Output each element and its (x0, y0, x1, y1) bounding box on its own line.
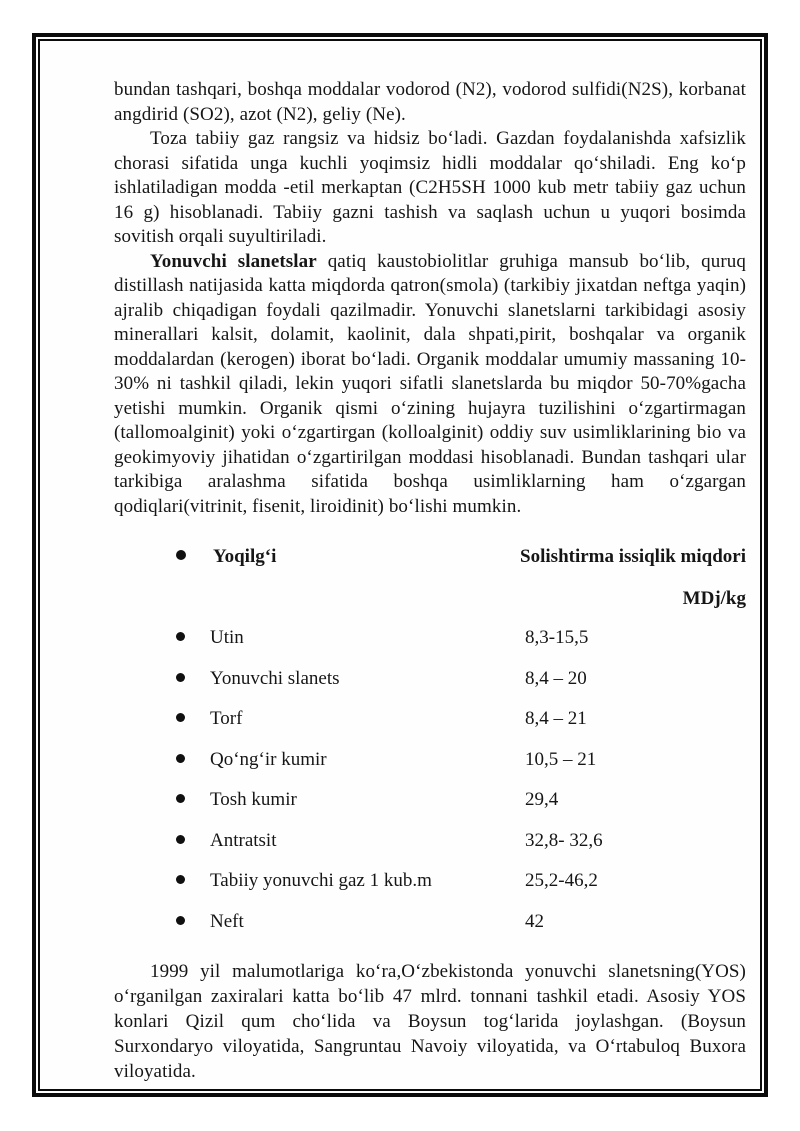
fuel-value: 29,4 (525, 789, 559, 810)
paragraph-natural-gas: Toza tabiiy gaz rangsiz va hidsiz bo‘ladi. Gazdan foydalanishda xafsizlik chorasi sifatida unga kuchli yoqimsiz hidli moddalar qo‘shiladi. Eng ko‘p ishlatiladigan modda -etil merkaptan (C2H5SH 1000 kub metr tabiiy gaz uchun 16 g) hisoblanadi. Tabiiy gazni tashish va saqlash uchun u yuqori bosimda sovitish orqali suyultiriladi. (114, 128, 746, 247)
bullet-icon (176, 875, 185, 884)
fuel-name: Tabiiy yonuvchi gaz 1 kub.m (210, 870, 432, 891)
fuel-value: 8,4 – 20 (525, 667, 587, 689)
fuel-value: 42 (525, 910, 544, 932)
fuel-name: Qo‘ng‘ir kumir (210, 748, 327, 770)
bullet-icon (176, 673, 185, 682)
fuel-value: 8,4 – 21 (525, 708, 587, 729)
paragraph-body-text: qatiq kaustobiolitlar gruhiga mansub bo‘lib, quruq distillash natijasida katta miqdorda qatron(smola) (tarkibiy jixatdan neftga yaqin) ajralib chiqadigan foydali qazilmadir. Yonuvchi slanetslarni tarkibidagi asosiy minerallari kalsit, dolamit, kaolinit, dala shpati,pirit, boshqalar va organik moddalardan (kerogen) iborat bo‘ladi. Organik moddalar umumiy massaning 10-30% ni tashkil qiladi, lekin yuqori sifatli slanetslarda bu miqdor 50-70%gacha yetishi mumkin. Organik qismi o‘zining hujayra tuzilishini o‘zgartirmagan (tallomoalginit) yoki o‘zgartirgan (kolloalginit) oddiy suv usimliklarining bio va geokimyoviy jihatidan o‘zgartirilgan moddasi hisoblanadi. Bundan tashqari ular tarkibiga aralashma sifatida boshqa usimliklarning ham o‘zgargan qodiqlari(vitrinit, fisenit, liroidinit) bo‘lishi mumkin. (114, 250, 746, 517)
fuel-name: Tosh kumir (210, 789, 297, 810)
fuel-list-item-utin (114, 627, 746, 668)
bullet-icon (176, 754, 185, 763)
unit-label: MDj/kg (682, 588, 746, 609)
paragraph-gas-components: bundan tashqari, boshqa moddalar vodorod (N2), vodorod sulfidi(N2S), korbanat angdirid (SO2), azot (N2), geliy (Ne). (114, 79, 746, 125)
fuel-value: 10,5 – 21 (525, 748, 597, 770)
paragraph-reserves: 1999 yil malumotlariga ko‘ra,O‘zbekistonda yonuvchi slanetsning(YOS) o‘rganilgan zaxiralari katta bo‘lib 47 mlrd. tonnani tashkil etadi. Asosiy YOS konlari Qizil qum cho‘lida va Boysun tog‘larida joylashgan. (Boysun Surxondaryo viloyatida, Sangruntau Navoiy viloyatida, va O‘rtabuloq Buxora viloyatida. (114, 961, 746, 1082)
bullet-icon (176, 713, 185, 722)
fuel-list-item-tabiiy-gaz (114, 870, 746, 911)
paragraph-lead-bold: Yonuvchi slanetslar (150, 250, 317, 272)
bullet-icon (176, 632, 185, 641)
fuel-value: 25,2-46,2 (525, 870, 598, 891)
fuel-list-item-tosh-kumir (114, 789, 746, 830)
page-border-inner (38, 39, 762, 1091)
fuel-column-header: Yoqilg‘i (213, 546, 277, 567)
page-border-outer (32, 33, 768, 1097)
fuel-list-item-antratsit (114, 830, 746, 871)
fuel-list-item-qongir-kumir (114, 749, 746, 790)
bullet-icon (176, 794, 185, 803)
fuel-list-item-neft (114, 911, 746, 952)
bullet-icon (176, 916, 185, 925)
fuel-name: Antratsit (210, 829, 277, 851)
fuel-heat-list (114, 546, 746, 951)
fuel-name: Neft (210, 910, 244, 932)
paragraph-combustible-shales (114, 250, 746, 520)
fuel-value: 32,8- 32,6 (525, 829, 603, 851)
fuel-name: Yonuvchi slanets (210, 667, 340, 689)
fuel-list-header-row (114, 546, 746, 588)
page-content (40, 41, 760, 1089)
bullet-icon (176, 550, 186, 560)
fuel-list-item-torf (114, 708, 746, 749)
fuel-list-unit-row (114, 588, 746, 627)
fuel-value: 8,3-15,5 (525, 627, 589, 648)
fuel-list-item-yonuvchi-slanets (114, 668, 746, 709)
fuel-name: Torf (210, 708, 243, 729)
bullet-icon (176, 835, 185, 844)
value-column-header: Solishtirma issiqlik miqdori (520, 546, 746, 567)
fuel-name: Utin (210, 627, 244, 648)
